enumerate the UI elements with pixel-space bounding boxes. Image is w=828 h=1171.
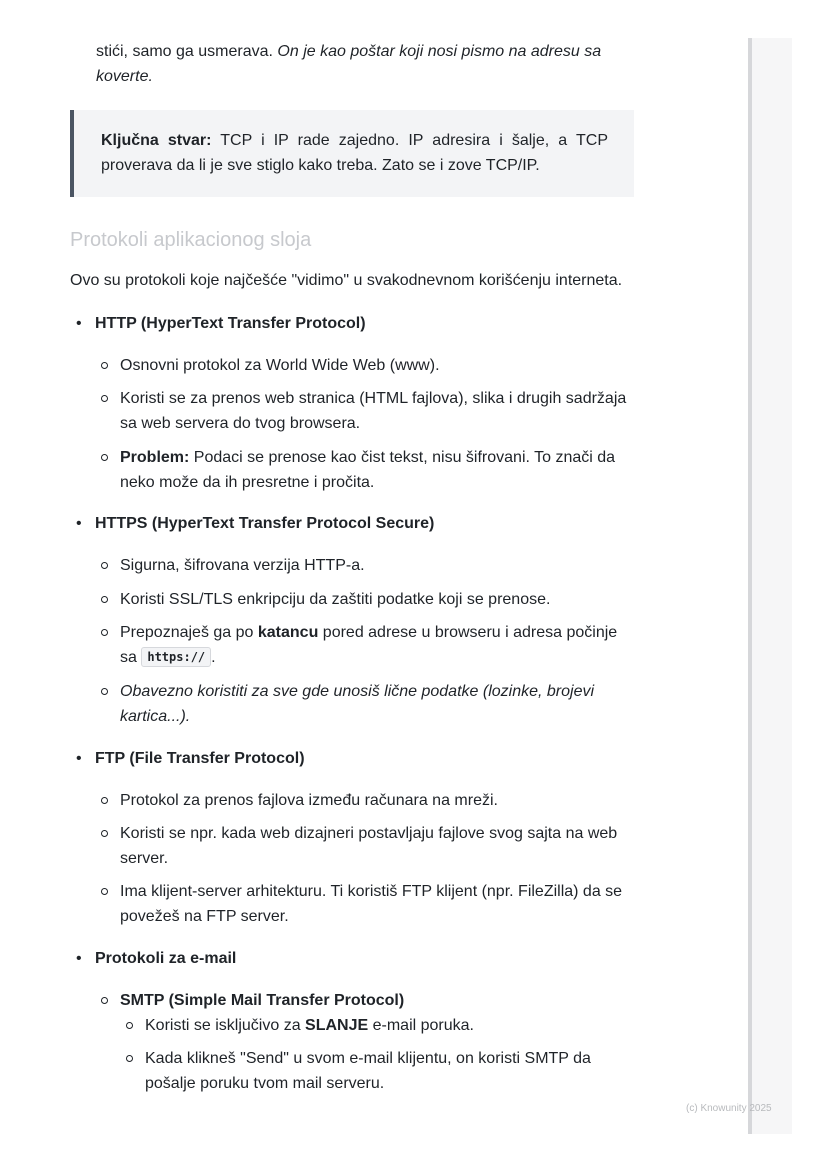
intro-paragraph [96, 39, 634, 89]
email-heading: • Protokoli za e-mail [95, 946, 236, 971]
sidebar-panel [748, 38, 792, 1134]
https-lock-item [120, 620, 634, 670]
https-item: Sigurna, šifrovana verzija HTTP-a. [120, 553, 634, 578]
http-item: Koristi se za prenos web stranica (HTML fajlova), slika i drugih sadržaja sa web servera do tvog browsera. [120, 386, 634, 436]
smtp-text-pre: Koristi se isključivo za [145, 1017, 306, 1034]
smtp-text-post: e-mail poruka. [368, 1017, 474, 1034]
https-note-item [120, 679, 634, 729]
http-heading: • HTTP (HyperText Transfer Protocol) [95, 311, 366, 336]
lock-text-bold: katancu [257, 624, 319, 641]
http-problem-item [120, 445, 634, 495]
http-item: Osnovni protokol za World Wide Web (www). [120, 353, 634, 378]
smtp-heading: SMTP (Simple Mail Transfer Protocol) [120, 988, 634, 1013]
smtp-item [145, 1013, 634, 1038]
smtp-item: Kada klikneš "Send" u svom e-mail klijentu, on koristi SMTP da pošalje poruku tvom mail serveru. [145, 1046, 634, 1096]
https-code: https:// [141, 647, 211, 667]
https-item: Koristi SSL/TLS enkripciju da zaštiti podatke koji se prenose. [120, 587, 634, 612]
callout-text: TCP i IP rade zajedno. IP adresira i šalje, a TCP proverava da li je sve stiglo kako treba. Zato se i zove TCP/IP. [101, 132, 608, 174]
copyright-notice: (c) Knowunity 2025 [686, 1103, 772, 1114]
ftp-item: Ima klijent-server arhitekturu. Ti koristiš FTP klijent (npr. FileZilla) da se povežeš na FTP server. [120, 879, 634, 929]
lock-text-post: pored adrese u browseru i adresa počinje sa [120, 624, 618, 666]
problem-label: Problem: [120, 449, 190, 466]
intro-italic: On je kao poštar koji nosi pismo na adresu sa koverte. [96, 43, 602, 85]
https-note: Obavezno koristiti za sve gde unosiš lične podatke (lozinke, brojevi kartica...). [120, 683, 595, 725]
https-heading: • HTTPS (HyperText Transfer Protocol Secure) [95, 511, 434, 536]
lock-text-pre: Prepoznaješ ga po [120, 624, 258, 641]
smtp-text-bold: SLANJE [305, 1017, 369, 1034]
intro-text: stići, samo ga usmerava. [96, 43, 278, 60]
section-title: Protokoli aplikacionog sloja [70, 229, 312, 251]
section-lead: Ovo su protokoli koje najčešće "vidimo" u svakodnevnom korišćenju interneta. [70, 272, 623, 289]
ftp-item: Koristi se npr. kada web dizajneri postavljaju fajlove svog sajta na web server. [120, 821, 634, 871]
lock-text-end: . [211, 649, 216, 666]
ftp-heading: • FTP (File Transfer Protocol) [95, 746, 305, 771]
callout-label: Ključna stvar: [101, 132, 212, 149]
problem-text: Podaci se prenose kao čist tekst, nisu šifrovani. To znači da neko može da ih presretne i pročita. [120, 449, 616, 491]
key-point-callout [70, 110, 634, 197]
ftp-item: Protokol za prenos fajlova između računara na mreži. [120, 788, 634, 813]
